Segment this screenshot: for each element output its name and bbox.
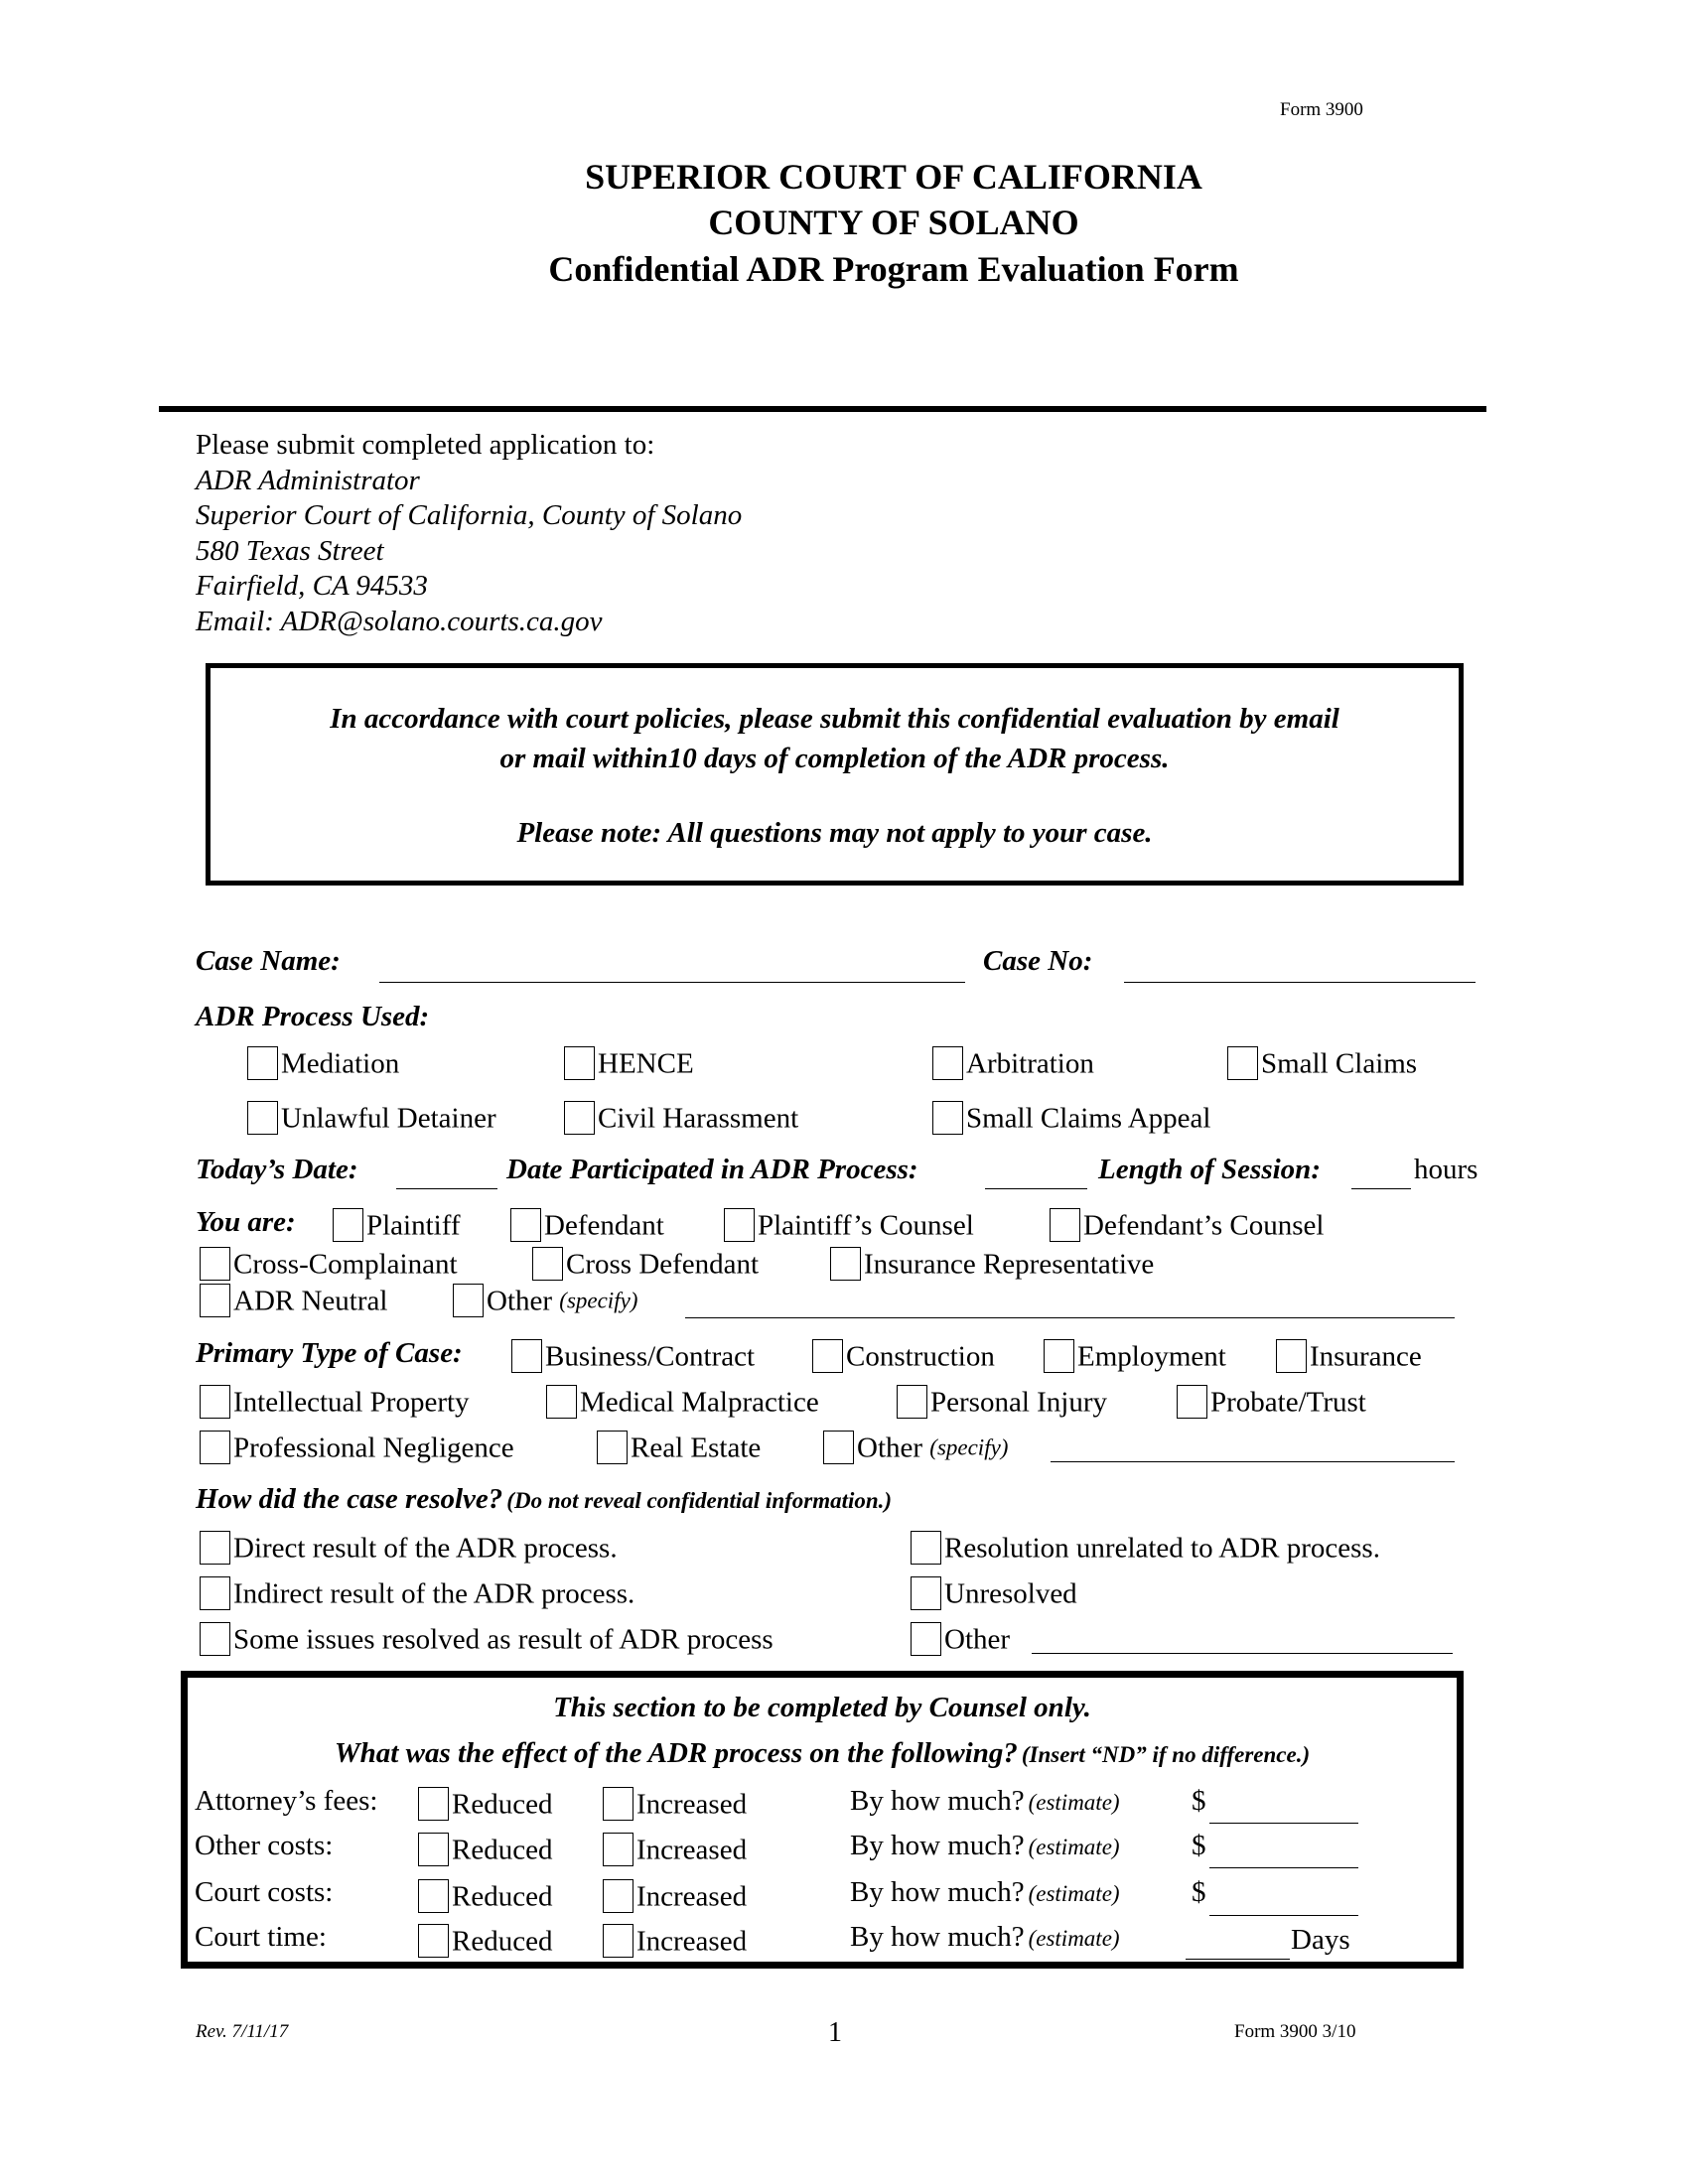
checkbox[interactable] (418, 1787, 449, 1821)
option-label: Insurance Representative (864, 1248, 1155, 1281)
how-much-text: By how much? (850, 1785, 1025, 1817)
type-employment-option[interactable] (1044, 1336, 1226, 1374)
case-no-field[interactable] (1124, 982, 1476, 983)
row-label: Other costs: (195, 1830, 334, 1861)
length-of-session-field[interactable] (1351, 1188, 1411, 1189)
adr-civil-harassment-option[interactable] (564, 1098, 798, 1136)
hours-unit: hours (1414, 1154, 1478, 1185)
reduced-option[interactable] (418, 1876, 552, 1914)
adr-process-label: ADR Process Used: (196, 1001, 430, 1032)
checkbox[interactable] (1050, 1208, 1080, 1242)
resolution-note: (Do not reveal confidential information.) (506, 1488, 893, 1513)
option-label: Intellectual Property (233, 1386, 470, 1419)
option-label: Probate/Trust (1210, 1386, 1366, 1419)
reduced-option[interactable] (418, 1784, 552, 1822)
reduced-option[interactable] (418, 1830, 552, 1867)
amount-field[interactable] (1209, 1867, 1358, 1868)
checkbox[interactable] (200, 1576, 230, 1610)
checkbox[interactable] (603, 1924, 633, 1958)
option-label: Business/Contract (545, 1340, 756, 1373)
checkbox[interactable] (200, 1247, 230, 1281)
checkbox[interactable] (897, 1385, 927, 1419)
checkbox[interactable] (932, 1046, 963, 1080)
option-label: Reduced (452, 1834, 553, 1866)
checkbox[interactable] (200, 1431, 230, 1464)
notice-line: or mail within10 days of completion of the ADR process. (499, 743, 1170, 774)
increased-option[interactable] (603, 1784, 747, 1822)
row-label: Court costs: (195, 1876, 334, 1908)
option-label: Defendant’s Counsel (1083, 1209, 1325, 1242)
todays-date-label: Today’s Date: (196, 1154, 358, 1185)
option-label: Small Claims Appeal (966, 1102, 1211, 1135)
case-no-label: Case No: (983, 945, 1093, 977)
type-personal-injury-option[interactable] (897, 1382, 1107, 1420)
estimate-hint: (estimate) (1028, 1881, 1120, 1906)
role-plaintiff-option[interactable] (333, 1205, 461, 1243)
option-label: Arbitration (966, 1047, 1094, 1080)
adr-hence-option[interactable] (564, 1043, 694, 1081)
role-other-option[interactable] (453, 1281, 637, 1318)
type-probate-option[interactable] (1177, 1382, 1366, 1420)
type-med-mal-option[interactable] (546, 1382, 819, 1420)
checkbox[interactable] (418, 1879, 449, 1913)
days-unit: Days (1291, 1924, 1350, 1956)
specify-hint: (specify) (929, 1434, 1009, 1460)
option-label: Defendant (544, 1209, 664, 1242)
resolution-label: How did the case resolve? (196, 1483, 503, 1515)
type-other-field[interactable] (1051, 1461, 1455, 1462)
estimate-hint: (estimate) (1028, 1835, 1120, 1859)
option-label: Civil Harassment (598, 1102, 799, 1135)
checkbox[interactable] (546, 1385, 577, 1419)
type-ip-option[interactable] (200, 1382, 470, 1420)
adr-unlawful-detainer-option[interactable] (247, 1098, 496, 1136)
checkbox[interactable] (724, 1208, 755, 1242)
checkbox[interactable] (200, 1284, 230, 1317)
row-label: Court time: (195, 1921, 327, 1953)
row-label: Attorney’s fees: (195, 1785, 378, 1817)
option-label: Increased (636, 1925, 748, 1958)
option-label: Increased (636, 1788, 748, 1821)
case-name-label: Case Name: (196, 945, 341, 977)
option-label: Cross Defendant (566, 1248, 760, 1281)
type-business-option[interactable] (511, 1336, 755, 1374)
option-label: Resolution unrelated to ADR process. (944, 1532, 1380, 1565)
option-label: Other (857, 1432, 923, 1464)
form-number: Form 3900 (1280, 99, 1363, 120)
checkbox[interactable] (247, 1046, 278, 1080)
address-line: Superior Court of California, County of Solano (196, 499, 743, 531)
page-number: 1 (828, 2017, 842, 2048)
checkbox[interactable] (1044, 1339, 1074, 1373)
resolution-heading (196, 1485, 892, 1514)
checkbox[interactable] (1276, 1339, 1307, 1373)
how-much-text: By how much? (850, 1830, 1025, 1861)
checkbox[interactable] (418, 1924, 449, 1958)
checkbox[interactable] (200, 1622, 230, 1656)
option-label: Some issues resolved as result of ADR process (233, 1623, 774, 1656)
checkbox[interactable] (911, 1622, 941, 1656)
divider (159, 406, 1486, 412)
resolve-unrelated-option[interactable] (911, 1528, 1380, 1566)
resolve-indirect-option[interactable] (200, 1573, 634, 1611)
option-label: Plaintiff’s Counsel (758, 1209, 974, 1242)
checkbox[interactable] (200, 1385, 230, 1419)
option-label: Reduced (452, 1880, 553, 1913)
how-much-label (850, 1878, 1120, 1907)
checkbox[interactable] (597, 1431, 628, 1464)
reduced-option[interactable] (418, 1921, 552, 1959)
question-text: What was the effect of the ADR process on the following? (334, 1737, 1018, 1769)
date-participated-label: Date Participated in ADR Process: (506, 1154, 918, 1185)
option-label: Unresolved (944, 1577, 1077, 1610)
option-label: Other (487, 1285, 553, 1317)
role-plaintiffs-counsel-option[interactable] (724, 1205, 974, 1243)
amount-field[interactable] (1209, 1915, 1358, 1916)
increased-option[interactable] (603, 1876, 747, 1914)
estimate-hint: (estimate) (1028, 1926, 1120, 1951)
role-other-field[interactable] (685, 1317, 1455, 1318)
resolve-some-issues-option[interactable] (200, 1619, 774, 1657)
address-line: 580 Texas Street (196, 535, 384, 567)
checkbox[interactable] (418, 1833, 449, 1866)
days-field[interactable] (1186, 1959, 1290, 1960)
notice-line: In accordance with court policies, please submit this confidential evaluation by email (330, 703, 1339, 735)
resolve-other-option[interactable] (911, 1619, 1010, 1657)
adr-small-claims-option[interactable] (1227, 1043, 1417, 1081)
increased-option[interactable] (603, 1921, 747, 1959)
checkbox[interactable] (200, 1531, 230, 1565)
checkbox[interactable] (603, 1879, 633, 1913)
type-construction-option[interactable] (812, 1336, 995, 1374)
resolve-other-field[interactable] (1032, 1653, 1453, 1654)
notice-line: Please note: All questions may not apply to your case. (516, 817, 1153, 849)
type-insurance-option[interactable] (1276, 1336, 1422, 1374)
option-label: Reduced (452, 1925, 553, 1958)
checkbox[interactable] (1227, 1046, 1258, 1080)
estimate-hint: (estimate) (1028, 1790, 1120, 1815)
option-label: Insurance (1310, 1340, 1422, 1373)
notice-box (206, 663, 1464, 886)
specify-hint: (specify) (559, 1288, 638, 1313)
revision-date: Rev. 7/11/17 (196, 2021, 289, 2042)
option-label: Indirect result of the ADR process. (233, 1577, 635, 1610)
question-note: (Insert “ND” if no difference.) (1021, 1742, 1311, 1767)
title-court: SUPERIOR COURT OF CALIFORNIA (585, 157, 1202, 197)
case-name-field[interactable] (379, 982, 965, 983)
role-insurance-rep-option[interactable] (830, 1244, 1154, 1282)
checkbox[interactable] (333, 1208, 363, 1242)
checkbox[interactable] (564, 1101, 595, 1135)
address-line: Fairfield, CA 94533 (196, 570, 428, 602)
dollar-sign: $ (1192, 1830, 1206, 1861)
type-real-estate-option[interactable] (597, 1428, 761, 1465)
checkbox[interactable] (603, 1833, 633, 1866)
type-prof-negligence-option[interactable] (200, 1428, 514, 1465)
option-label: Medical Malpractice (580, 1386, 819, 1419)
amount-field[interactable] (1209, 1823, 1358, 1824)
todays-date-field[interactable] (396, 1188, 497, 1189)
option-label: Plaintiff (366, 1209, 461, 1242)
dollar-sign: $ (1192, 1876, 1206, 1908)
type-other-option[interactable] (823, 1428, 1008, 1465)
checkbox[interactable] (823, 1431, 854, 1464)
option-label: Mediation (281, 1047, 400, 1080)
checkbox[interactable] (812, 1339, 843, 1373)
how-much-label (850, 1832, 1120, 1860)
role-defendants-counsel-option[interactable] (1050, 1205, 1324, 1243)
option-label: Direct result of the ADR process. (233, 1532, 618, 1565)
you-are-label: You are: (196, 1206, 296, 1238)
checkbox[interactable] (510, 1208, 541, 1242)
option-label: ADR Neutral (233, 1285, 388, 1317)
submit-intro: Please submit completed application to: (196, 429, 655, 461)
title-county: COUNTY OF SOLANO (708, 203, 1079, 242)
counsel-heading: This section to be completed by Counsel only. (553, 1692, 1091, 1723)
option-label: Professional Negligence (233, 1432, 514, 1464)
checkbox[interactable] (932, 1101, 963, 1135)
length-of-session-label: Length of Session: (1098, 1154, 1321, 1185)
checkbox[interactable] (247, 1101, 278, 1135)
resolve-direct-option[interactable] (200, 1528, 618, 1566)
case-type-label: Primary Type of Case: (196, 1337, 463, 1369)
checkbox[interactable] (603, 1787, 633, 1821)
how-much-label (850, 1923, 1120, 1952)
role-adr-neutral-option[interactable] (200, 1281, 387, 1318)
adr-arbitration-option[interactable] (932, 1043, 1094, 1081)
option-label: Small Claims (1261, 1047, 1418, 1080)
increased-option[interactable] (603, 1830, 747, 1867)
role-defendant-option[interactable] (510, 1205, 664, 1243)
checkbox[interactable] (911, 1576, 941, 1610)
option-label: Construction (846, 1340, 995, 1373)
date-participated-field[interactable] (985, 1188, 1087, 1189)
adr-mediation-option[interactable] (247, 1043, 399, 1081)
option-label: Increased (636, 1834, 748, 1866)
option-label: Real Estate (631, 1432, 762, 1464)
option-label: Increased (636, 1880, 748, 1913)
option-label: Cross-Complainant (233, 1248, 458, 1281)
checkbox[interactable] (532, 1247, 563, 1281)
option-label: Other (944, 1623, 1011, 1656)
checkbox[interactable] (911, 1531, 941, 1565)
role-cross-defendant-option[interactable] (532, 1244, 759, 1282)
checkbox[interactable] (511, 1339, 542, 1373)
checkbox[interactable] (453, 1284, 484, 1317)
title-form: Confidential ADR Program Evaluation Form (548, 249, 1239, 289)
option-label: Reduced (452, 1788, 553, 1821)
form-code: Form 3900 3/10 (1234, 2021, 1356, 2042)
address-line: ADR Administrator (196, 465, 420, 496)
how-much-text: By how much? (850, 1921, 1025, 1953)
option-label: Personal Injury (930, 1386, 1107, 1419)
adr-small-claims-appeal-option[interactable] (932, 1098, 1211, 1136)
option-label: Employment (1077, 1340, 1226, 1373)
counsel-question (181, 1739, 1464, 1768)
checkbox[interactable] (830, 1247, 861, 1281)
checkbox[interactable] (1177, 1385, 1207, 1419)
dollar-sign: $ (1192, 1785, 1206, 1817)
option-label: HENCE (598, 1047, 694, 1080)
role-cross-complainant-option[interactable] (200, 1244, 458, 1282)
email-link[interactable]: Email: ADR@solano.courts.ca.gov (196, 606, 603, 637)
option-label: Unlawful Detainer (281, 1102, 496, 1135)
how-much-label (850, 1787, 1120, 1816)
checkbox[interactable] (564, 1046, 595, 1080)
how-much-text: By how much? (850, 1876, 1025, 1908)
resolve-unresolved-option[interactable] (911, 1573, 1077, 1611)
